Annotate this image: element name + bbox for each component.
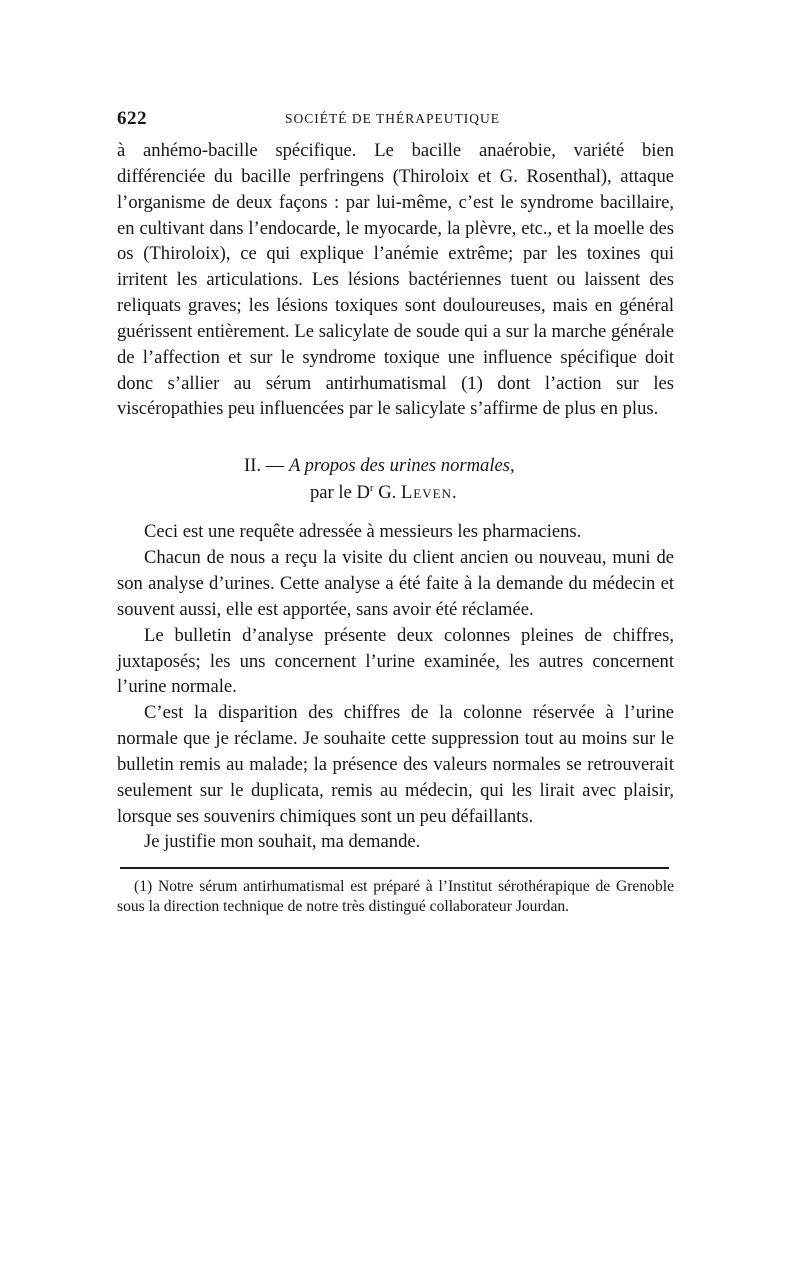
author-prefix: par le [310, 482, 357, 504]
author-title: D [356, 482, 370, 504]
author-title-superscript: r [369, 482, 374, 495]
section-2-body [117, 519, 674, 855]
page-number: 622 [117, 108, 147, 129]
section-2-author [117, 479, 674, 506]
footnote [117, 877, 674, 917]
author-name: Leven. [400, 482, 458, 504]
section-2-title-text: A propos des urines normales, [288, 455, 515, 477]
section-2-paragraph: C’est la disparition des chiffres de la colonne réservée à l’urine normale que je réclame. Je souhaite cette suppression tout au moins sur le bulletin remis au malade; la présence des valeurs normales se retrouverait seulement sur le duplicata, remis au médecin, qui les lirait avec plaisir, lorsque ses souvenirs chimiques sont un peu défaillants. [117, 702, 674, 827]
footnote-text: (1) Notre sérum antirhumatismal est préparé à l’Institut sérothérapique de Grenoble sous la direction technique de notre très distingué collaborateur Jourdan. [117, 878, 674, 916]
section-1 [117, 138, 674, 422]
section-2-paragraph: Je justifie mon souhait, ma demande. [144, 831, 421, 853]
footnote-divider [120, 867, 669, 869]
author-initial: G. [373, 482, 401, 504]
running-head [117, 108, 674, 138]
book-page [117, 108, 674, 917]
section-2-paragraph: Le bulletin d’analyse présente deux colonnes pleines de chiffres, juxtaposés; les uns concernent l’urine examinée, les autres concernent l’urine normale. [117, 624, 674, 698]
section-1-paragraph: à anhémo-bacille spécifique. Le bacille anaérobie, variété bien différenciée du bacille perfringens (Thiroloix et G. Rosenthal), attaque l’organisme de deux façons : par lui-même, c’est le syndrome bacillaire, en cultivant dans l’endocarde, le myocarde, la plèvre, etc., et la moelle des os (Thiroloix), ce qui explique l’anémie extrême; par les toxines qui irritent les articulations. Les lésions bactériennes tuent ou laissent des reliquats graves; les lésions toxiques sont douloureuses, mais en général guérissent entièrement. Le salicylate de soude qui a sur la marche générale de l’affection et sur le syndrome toxique une influence spécifique doit donc s’allier au sérum antirhumatismal (1) dont l’action sur les viscéropathies peu influencées par le salicylate s’affirme de plus en plus. [117, 140, 674, 420]
running-title: SOCIÉTÉ DE THÉRAPEUTIQUE [285, 111, 500, 126]
section-2-title [117, 452, 674, 479]
section-2-paragraph: Ceci est une requête adressée à messieurs les pharmaciens. [144, 521, 582, 543]
section-2-heading [117, 452, 674, 506]
section-2-paragraph: Chacun de nous a reçu la visite du client ancien ou nouveau, muni de son analyse d’urines. Cette analyse a été faite à la demande du médecin et souvent aussi, elle est apportée, sans avoir été réclamée. [117, 547, 674, 620]
section-2-number: II. — [244, 455, 289, 477]
